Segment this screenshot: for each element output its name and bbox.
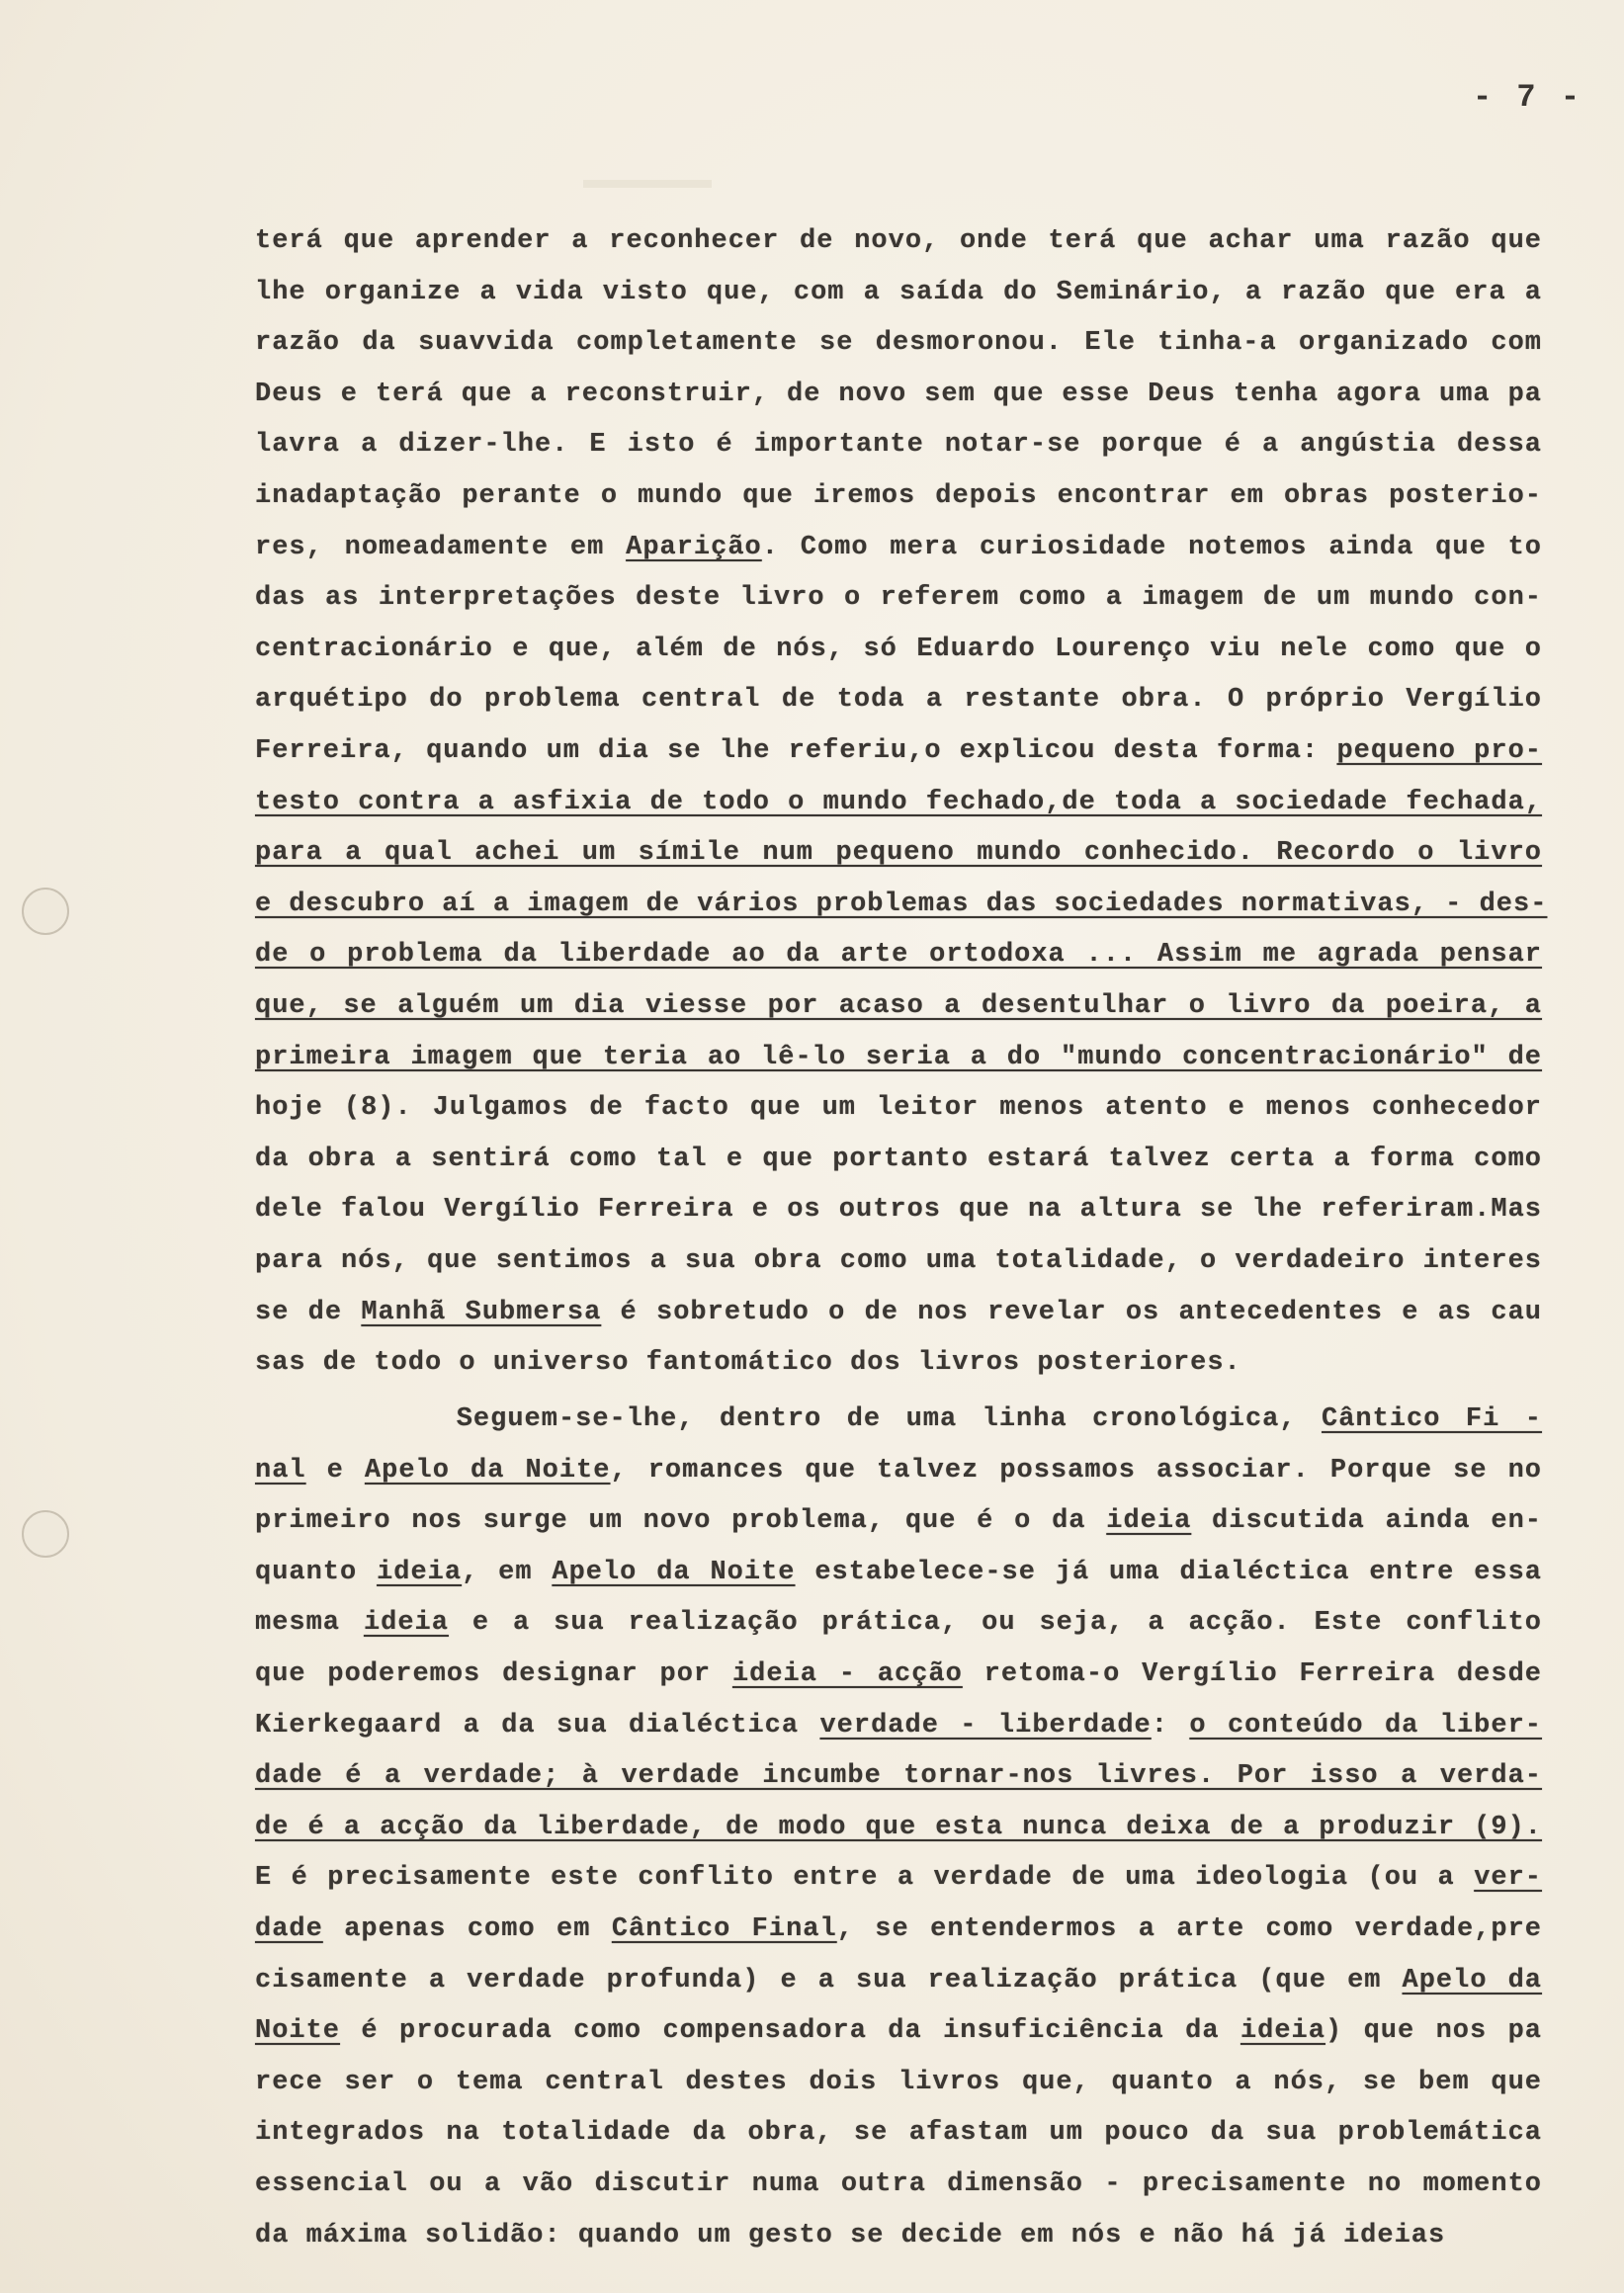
- text-line: [255, 267, 1542, 318]
- text-line: [255, 777, 1542, 828]
- underlined-text: que, se alguém um dia viesse por acaso a desentulhar o livro da poeira, a: [255, 991, 1542, 1021]
- text-segment: que poderemos designar por: [255, 1659, 732, 1689]
- text-line: [255, 470, 1542, 522]
- text-segment: e a sua realização prática, ou seja, a acção. Este conflito: [448, 1608, 1542, 1639]
- text-line: [255, 2107, 1542, 2159]
- text-segment: Kierkegaard a da sua dialéctica: [255, 1710, 820, 1741]
- text-segment: . Como mera curiosidade notemos ainda que to: [761, 532, 1542, 562]
- text-line: [255, 215, 1542, 267]
- text-segment: rece ser o tema central destes dois livros que, quanto a nós, se bem que: [255, 2067, 1542, 2097]
- text-line: [255, 2159, 1542, 2210]
- text-line: [255, 1394, 1542, 1445]
- text-segment: res, nomeadamente em: [255, 532, 627, 562]
- text-segment: inadaptação perante o mundo que iremos depois encontrar em obras posterio-: [255, 481, 1542, 511]
- text-line: [255, 1904, 1542, 1955]
- text-segment: :: [1151, 1710, 1190, 1741]
- text-segment: integrados na totalidade da obra, se afastam um pouco da sua problemática: [255, 2118, 1542, 2149]
- text-line: [255, 1134, 1542, 1185]
- text-segment: , romances que talvez possamos associar. Porque se no: [610, 1455, 1543, 1486]
- text-line: [255, 980, 1542, 1032]
- text-segment: e: [305, 1455, 365, 1486]
- text-line: [255, 1700, 1542, 1751]
- text-segment: das as interpretações deste livro o referem como a imagem de um mundo con-: [255, 583, 1542, 614]
- underlined-text: dade: [255, 1914, 323, 1944]
- text-segment: apenas como em: [322, 1914, 612, 1944]
- underlined-text: ideia: [1106, 1506, 1192, 1537]
- text-segment: ) que nos pa: [1325, 2016, 1542, 2047]
- text-line: [255, 725, 1542, 777]
- text-segment: é sobretudo o de nos revelar os antecedentes e as cau: [601, 1297, 1542, 1327]
- text-line: [255, 1184, 1542, 1235]
- underlined-text: Apelo da Noite: [552, 1557, 796, 1587]
- text-line: [255, 2210, 1542, 2261]
- text-line: [255, 1337, 1542, 1389]
- page-number: - 7 -: [1473, 79, 1583, 116]
- text-segment: Deus e terá que a reconstruir, de novo sem que esse Deus tenha agora uma pa: [255, 379, 1542, 409]
- text-segment: quanto: [255, 1557, 378, 1587]
- text-line: [255, 879, 1548, 930]
- text-line: [255, 1547, 1542, 1598]
- underlined-text: testo contra a asfixia de todo o mundo fechado,de toda a sociedade fechada,: [255, 787, 1542, 817]
- text-segment: mesma: [255, 1608, 364, 1639]
- text-line: [255, 419, 1542, 470]
- underlined-text: verdade - liberdade: [819, 1710, 1152, 1741]
- text-segment: Ferreira, quando um dia se lhe referiu,o explicou desta forma:: [255, 736, 1337, 766]
- text-line: [255, 1955, 1542, 2006]
- page-smudge: [583, 180, 712, 188]
- underlined-text: o conteúdo da liber-: [1189, 1710, 1542, 1741]
- text-line: [255, 1852, 1542, 1904]
- text-line: [255, 1495, 1542, 1547]
- text-line: [255, 1802, 1542, 1853]
- text-segment: arquétipo do problema central de toda a restante obra. O próprio Vergílio: [255, 685, 1542, 716]
- text-segment: estabelece-se já uma dialéctica entre essa: [795, 1557, 1543, 1587]
- text-segment: razão da suavvida completamente se desmoronou. Ele tinha-a organizado com: [255, 328, 1542, 359]
- text-line: [255, 1287, 1542, 1338]
- underlined-text: Aparição: [626, 532, 762, 562]
- text-line: [255, 624, 1542, 675]
- text-line: [255, 369, 1542, 420]
- text-line: [255, 1032, 1542, 1083]
- underlined-text: de é a acção da liberdade, de modo que esta nunca deixa de a produzir (9).: [255, 1812, 1542, 1842]
- text-segment: da máxima solidão: quando um gesto se decide em nós e não há já ideias: [255, 2220, 1446, 2251]
- text-segment: essencial ou a vão discutir numa outra dimensão - precisamente no momento: [255, 2169, 1542, 2199]
- text-segment: da obra a sentirá como tal e que portanto estará talvez certa a forma como: [255, 1144, 1542, 1174]
- underlined-text: nal: [255, 1455, 306, 1486]
- underlined-text: Cântico Fi -: [1322, 1404, 1542, 1434]
- text-line: [255, 1750, 1542, 1802]
- text-line: [255, 2005, 1542, 2057]
- text-segment: hoje (8). Julgamos de facto que um leitor menos atento e menos conhecedor: [255, 1093, 1542, 1124]
- underlined-text: ideia - acção: [731, 1659, 963, 1689]
- text-segment: lhe organize a vida visto que, com a saída do Seminário, a razão que era a: [255, 277, 1542, 307]
- text-line: [255, 1082, 1542, 1134]
- text-line: [255, 1597, 1542, 1649]
- underlined-text: Noite: [255, 2016, 341, 2047]
- text-line: [255, 2057, 1542, 2108]
- underlined-text: Cântico Final: [611, 1914, 837, 1944]
- underlined-text: Manhã Submersa: [361, 1297, 602, 1327]
- underlined-text: pequeno pro-: [1336, 736, 1542, 766]
- text-segment: E é precisamente este conflito entre a verdade de uma ideologia (ou a: [255, 1863, 1475, 1894]
- text-segment: retoma-o Vergílio Ferreira desde: [962, 1659, 1542, 1689]
- text-segment: primeiro nos surge um novo problema, que é o da: [255, 1506, 1107, 1537]
- text-segment: dele falou Vergílio Ferreira e os outros que na altura se lhe referiram.Mas: [255, 1195, 1542, 1226]
- text-line: [255, 317, 1542, 369]
- underlined-text: de o problema da liberdade ao da arte ortodoxa ... Assim me agrada pensar: [255, 940, 1542, 971]
- text-segment: para nós, que sentimos a sua obra como uma totalidade, o verdadeiro interes: [255, 1246, 1542, 1276]
- text-line: [255, 674, 1542, 725]
- text-line: [255, 572, 1542, 624]
- text-segment: cisamente a verdade profunda) e a sua realização prática (que em: [255, 1965, 1403, 1996]
- text-line: [255, 1235, 1542, 1287]
- text-segment: terá que aprender a reconhecer de novo, onde terá que achar uma razão que: [255, 226, 1542, 256]
- text-line: [255, 522, 1542, 573]
- underlined-text: dade é a verdade; à verdade incumbe tornar-nos livres. Por isso a verda-: [255, 1761, 1542, 1792]
- underlined-text: ver-: [1474, 1863, 1542, 1894]
- text-segment: Seguem-se-lhe, dentro de uma linha cronológica,: [255, 1404, 1323, 1434]
- text-segment: , se entendermos a arte como verdade,pre: [836, 1914, 1543, 1944]
- text-segment: sas de todo o universo fantomático dos livros posteriores.: [255, 1348, 1241, 1379]
- text-segment: , em: [462, 1557, 553, 1587]
- underlined-text: Apelo da: [1402, 1965, 1543, 1996]
- punch-hole: [22, 1510, 69, 1558]
- underlined-text: ideia: [377, 1557, 463, 1587]
- text-line: [255, 1445, 1542, 1496]
- underlined-text: ideia: [363, 1608, 449, 1639]
- text-line: [255, 827, 1542, 879]
- text-segment: se de: [255, 1297, 362, 1327]
- text-line: [255, 929, 1542, 980]
- text-segment: é procurada como compensadora da insuficiência da: [340, 2016, 1240, 2047]
- underlined-text: primeira imagem que teria ao lê-lo seria a do "mundo concentracionário" de: [255, 1042, 1542, 1072]
- punch-hole: [22, 888, 69, 935]
- text-segment: centracionário e que, além de nós, só Eduardo Lourenço viu nele como que o: [255, 634, 1542, 664]
- underlined-text: ideia: [1239, 2016, 1325, 2047]
- text-segment: lavra a dizer-lhe. E isto é importante notar-se porque é a angústia dessa: [255, 430, 1542, 461]
- text-line: [255, 1649, 1542, 1700]
- underlined-text: para a qual achei um símile num pequeno mundo conhecido. Recordo o livro: [255, 838, 1542, 869]
- underlined-text: e descubro aí a imagem de vários problemas das sociedades normativas, - des-: [255, 889, 1548, 919]
- underlined-text: Apelo da Noite: [364, 1455, 611, 1486]
- text-segment: discutida ainda en-: [1191, 1506, 1542, 1537]
